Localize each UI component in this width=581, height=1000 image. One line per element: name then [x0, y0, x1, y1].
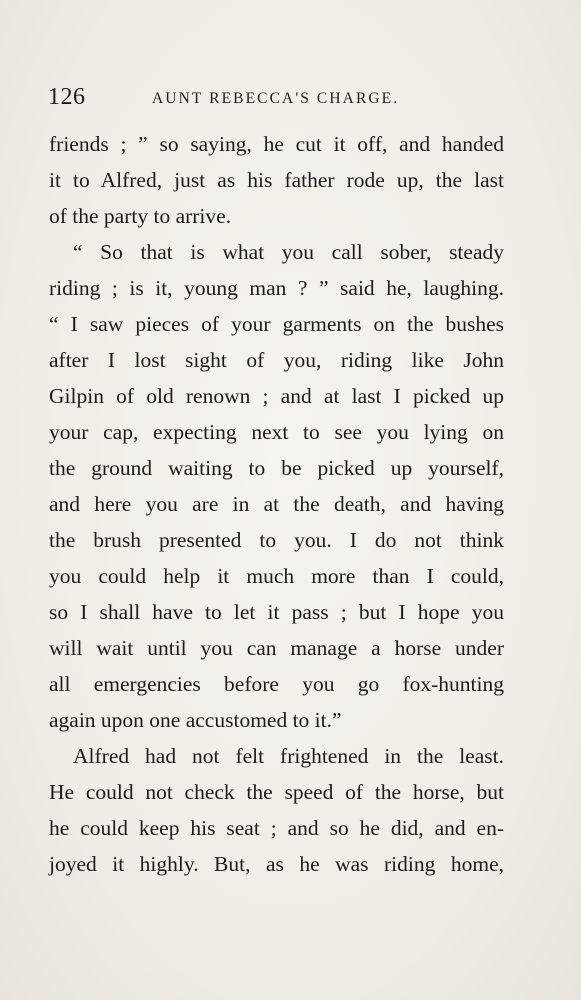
text-line: you could help it much more than I could,: [49, 564, 504, 588]
text-line: friends ; ” so saying, he cut it off, and handed: [49, 132, 504, 156]
text-line: so I shall have to let it pass ; but I hope you: [49, 600, 504, 624]
text-line: He could not check the speed of the horse, but: [49, 780, 504, 804]
text-line: your cap, expecting next to see you lying on: [49, 420, 504, 444]
text-line: he could keep his seat ; and so he did, and en-: [49, 816, 504, 840]
text-line: the brush presented to you. I do not think: [49, 528, 504, 552]
text-line: after I lost sight of you, riding like John: [49, 348, 504, 372]
text-line: all emergencies before you go fox-hunting: [49, 672, 504, 696]
text-line: joyed it highly. But, as he was riding home,: [49, 852, 504, 876]
text-line: again upon one accustomed to it.”: [49, 708, 342, 732]
text-line: the ground waiting to be picked up yourself,: [49, 456, 504, 480]
text-line: of the party to arrive.: [49, 204, 232, 228]
text-line: will wait until you can manage a horse under: [49, 636, 504, 660]
text-line: and here you are in at the death, and having: [49, 492, 504, 516]
text-line: it to Alfred, just as his father rode up, the last: [49, 168, 504, 192]
page-header: [48, 84, 508, 112]
page-number: 126: [48, 84, 86, 110]
body-text: [49, 126, 504, 882]
text-line: “ So that is what you call sober, steady: [73, 240, 504, 264]
running-head: AUNT REBECCA'S CHARGE.: [152, 90, 400, 107]
text-line: Gilpin of old renown ; and at last I picked up: [49, 384, 504, 408]
text-line: “ I saw pieces of your garments on the bushes: [49, 312, 504, 336]
text-line: riding ; is it, young man ? ” said he, laughing.: [49, 276, 504, 300]
text-line: Alfred had not felt frightened in the least.: [73, 744, 504, 768]
